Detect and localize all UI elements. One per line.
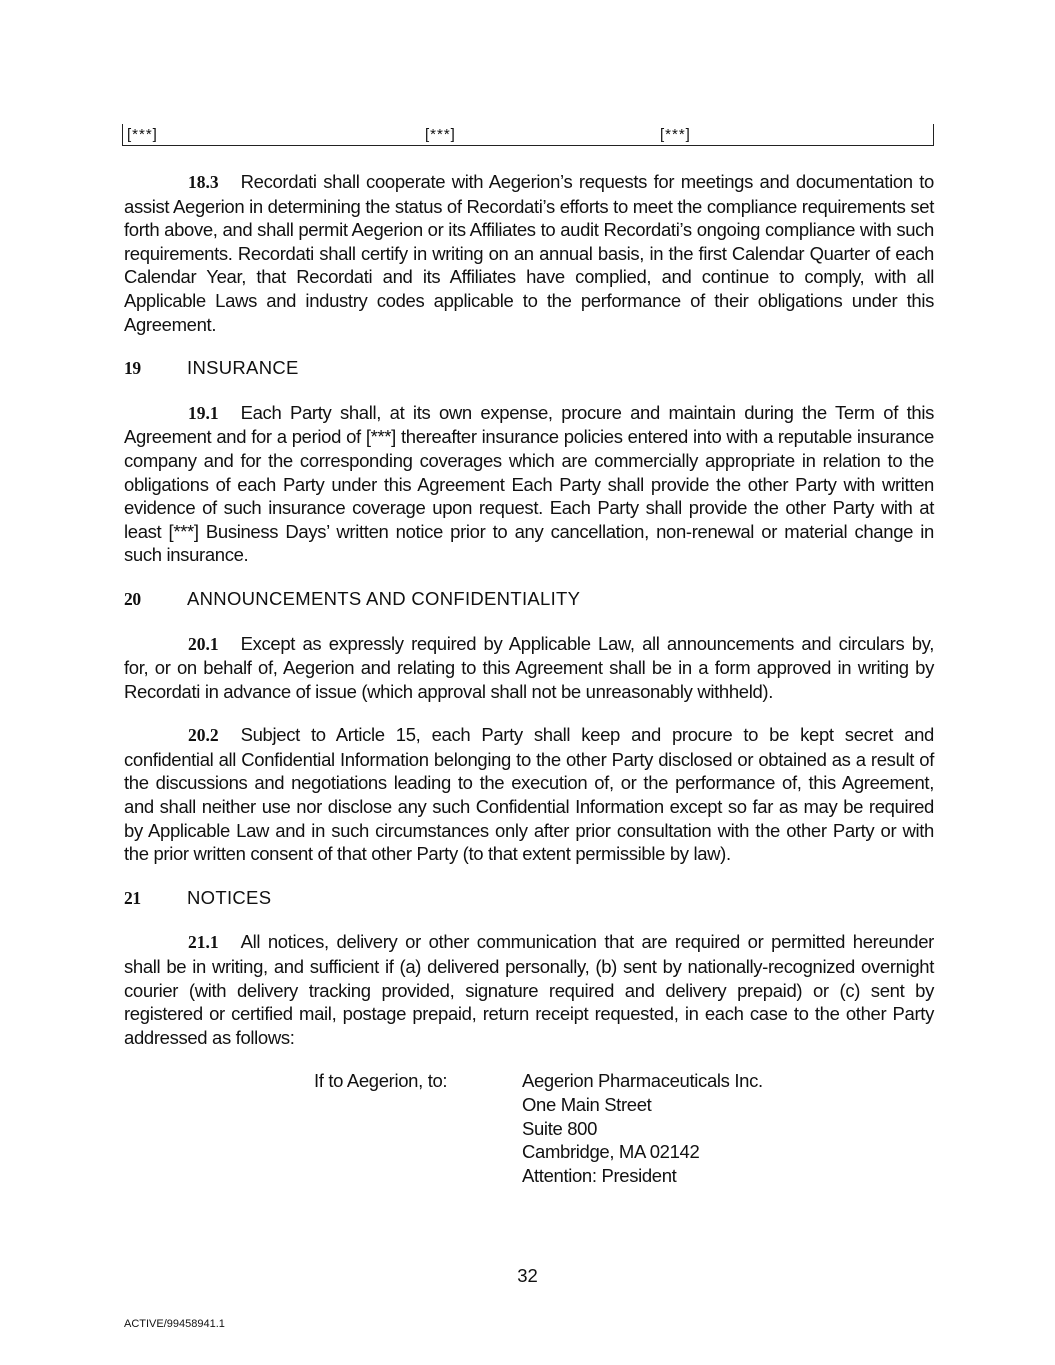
address-line: Attention: President — [522, 1164, 677, 1186]
heading-number: 21 — [124, 887, 141, 908]
section-number: 20.2 — [188, 725, 219, 746]
heading-title: ANNOUNCEMENTS AND CONFIDENTIALITY — [187, 587, 581, 609]
table-cell: [***] — [660, 126, 691, 143]
table-cell: [***] — [425, 126, 456, 143]
heading-21 — [124, 886, 934, 911]
redacted-table-row — [122, 124, 934, 146]
notice-address — [522, 1069, 934, 1187]
address-line: Cambridge, MA 02142 — [522, 1141, 700, 1163]
heading-title: NOTICES — [187, 886, 272, 908]
section-18-3 — [124, 170, 934, 336]
section-20-2 — [124, 723, 934, 866]
page-number: 32 — [517, 1265, 538, 1286]
heading-title: INSURANCE — [187, 357, 299, 379]
notice-label: If to Aegerion, to: — [314, 1070, 448, 1092]
notice-address-block — [124, 1069, 934, 1187]
heading-19 — [124, 356, 934, 381]
address-line: Aegerion Pharmaceuticals Inc. — [522, 1070, 763, 1092]
section-number: 19.1 — [188, 402, 219, 423]
section-21-1 — [124, 930, 934, 1049]
section-text: Except as expressly required by Applicable Law, all announcements and circulars by, for, or on behalf of, Aegerion and relating to this Agreement shall be in a form approved in writing by Recordati in advance of issue (which approval shall not be unreasonably withheld). — [124, 632, 934, 702]
section-number: 20.1 — [188, 633, 219, 654]
section-19-1 — [124, 401, 934, 567]
address-line: One Main Street — [522, 1094, 652, 1115]
section-text: Recordati shall cooperate with Aegerion’s requests for meetings and documentation to assist Aegerion in determining the status of Recordati’s efforts to meet the compliance requirements set forth above, and shall permit Aegerion or its Affiliates to audit Recordati’s ongoing compliance with such requirements. Recordati shall certify in writing on an annual basis, in the first Calendar Quarter of each Calendar Year, that Recordati and its Affiliates have complied, and continue to comply, with all Applicable Laws and industry codes applicable to the performance of their obligations under this Agreement. — [124, 171, 934, 335]
heading-20 — [124, 587, 934, 612]
heading-number: 20 — [124, 588, 141, 609]
section-text: Each Party shall, at its own expense, procure and maintain during the Term of this Agreement and for a period of [***] thereafter insurance policies entered into with a reputable insurance company and for the corresponding coverages which are commercially appropriate in relation to the obligations of each Party under this Agreement Each Party shall provide the other Party with written evidence of such insurance coverage upon request. Each Party shall provide the other Party with at least [***] Business Days’ written notice prior to any cancellation, non-renewal or material change in such insurance. — [124, 401, 934, 566]
address-line: Suite 800 — [522, 1117, 598, 1139]
table-cell: [***] — [127, 126, 158, 143]
section-text: All notices, delivery or other communication that are required or permitted hereunder shall be in writing, and sufficient if (a) delivered personally, (b) sent by nationally-recognized overnight courier (with delivery tracking provided, signature required and delivery prepaid) or (c) sent by registered or certified mail, postage prepaid, return receipt requested, in each case to the other Party addressed as follows: — [124, 931, 934, 1048]
section-number: 18.3 — [188, 172, 219, 192]
section-text: Subject to Article 15, each Party shall keep and procure to be kept secret and confidential all Confidential Information belonging to the other Party disclosed or obtained as a result of the discussions and negotiations leading to the execution of, or the performance of, this Agreement, and shall neither use nor disclose any such Confidential Information except so far as may be required by Applicable Law and in such circumstances only after prior consultation with the other Party or with the prior written consent of that other Party (to that extent permissible by law). — [124, 724, 934, 865]
document-body — [124, 170, 934, 1187]
section-number: 21.1 — [188, 932, 219, 953]
heading-number: 19 — [124, 358, 141, 379]
document-id: ACTIVE/99458941.1 — [124, 1318, 225, 1330]
section-20-1 — [124, 632, 934, 704]
